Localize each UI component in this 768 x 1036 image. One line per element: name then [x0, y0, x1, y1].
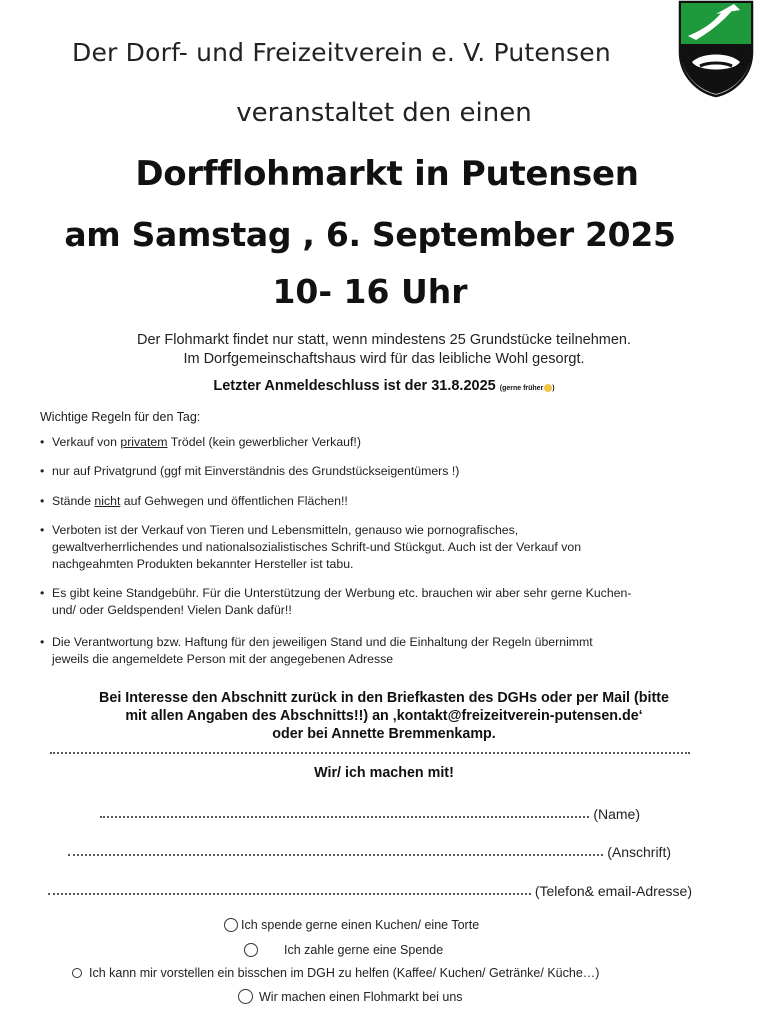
- event-time: 10- 16 Uhr: [272, 272, 468, 311]
- deadline-text: Letzter Anmeldeschluss ist der 31.8.2025: [213, 378, 496, 394]
- info-catering: Im Dorfgemeinschaftshaus wird für das leibliche Wohl gesorgt.: [183, 351, 585, 367]
- bullet: •: [40, 523, 45, 537]
- event-title: Dorfflohmarkt in Putensen: [135, 154, 639, 194]
- cut-line: [50, 752, 690, 754]
- radio-circle-icon[interactable]: [244, 943, 258, 957]
- name-fill-line[interactable]: [100, 816, 589, 818]
- option-donate-money[interactable]: [244, 943, 443, 957]
- bullet: •: [40, 586, 45, 600]
- registration-deadline: [0, 378, 768, 394]
- radio-circle-icon[interactable]: [238, 989, 253, 1004]
- option-donate-cake[interactable]: [224, 918, 479, 932]
- rule-prohibited-goods: • Verboten ist der Verkauf von Tieren und Lebensmitteln, genauso wie pornografisches, gewaltverherrlichendes und nationalsozialistisches Schrift-und Stückgut. Auch ist der Verkauf von nachgeahmten Produkten bekannter Hersteller ist tabu.: [40, 523, 582, 571]
- info-minimum-plots: Der Flohmarkt findet nur statt, wenn mindestens 25 Grundstücke teilnehmen.: [136, 332, 632, 348]
- option-label: Ich spende gerne einen Kuchen/ eine Torte: [241, 918, 480, 932]
- rule-no-fee: • Es gibt keine Standgebühr. Für die Unterstützung der Werbung etc. brauchen wir aber sehr gerne Kuchen- und/ oder Geldspenden! Vielen Dank dafür!!: [40, 586, 632, 617]
- address-field-label: (Anschrift): [607, 844, 671, 860]
- radio-circle-icon[interactable]: [72, 968, 82, 978]
- phone-email-fill-line[interactable]: [48, 893, 531, 895]
- rule-liability: • Die Verantwortung bzw. Haftung für den jeweiligen Stand und die Einhaltung der Regeln übernimmt jeweils die angemeldete Person mit der angegebenen Adresse: [40, 635, 593, 666]
- bullet: •: [40, 494, 45, 508]
- village-crest-icon: [676, 0, 756, 98]
- return-instructions: Bei Interesse den Abschnitt zurück in den Briefkasten des DGHs oder per Mail (bitte mit allen Angaben des Abschnitts!!) an ‚kontakt@freizeitverein-putensen.de‘ oder bei Annette Bremmenkamp.: [99, 690, 669, 742]
- phone-email-field[interactable]: [48, 879, 692, 899]
- organization-title: Der Dorf- und Freizeitverein e. V. Putensen: [72, 38, 611, 67]
- option-label: Ich kann mir vorstellen ein bisschen im DGH zu helfen (Kaffee/ Kuchen/ Getränke/ Küche…): [89, 966, 600, 980]
- address-fill-line[interactable]: [68, 854, 603, 856]
- option-help-dgh[interactable]: [72, 966, 599, 980]
- rule-private-items: • Verkauf von privatem Trödel (kein gewerblicher Verkauf!): [40, 435, 361, 449]
- join-heading: Wir/ ich machen mit!: [314, 765, 454, 781]
- radio-circle-icon[interactable]: [224, 918, 238, 932]
- event-date: am Samstag , 6. September 2025: [64, 215, 676, 254]
- option-label: Ich zahle gerne eine Spende: [284, 943, 444, 957]
- deadline-note: (gerne früher ): [499, 385, 555, 392]
- option-label: Wir machen einen Flohmarkt bei uns: [259, 989, 463, 1004]
- option-host-market[interactable]: [238, 989, 463, 1004]
- bullet: •: [40, 635, 45, 649]
- phone-email-field-label: (Telefon& email-Adresse): [534, 883, 692, 899]
- rule-private-ground: • nur auf Privatgrund (ggf mit Einverständnis des Grundstückseigentümers !): [40, 464, 460, 478]
- bullet: •: [40, 464, 45, 478]
- rule-no-sidewalks: • Stände nicht auf Gehwegen und öffentlichen Flächen!!: [40, 494, 348, 508]
- subtitle: veranstaltet den einen: [236, 98, 532, 128]
- name-field[interactable]: [100, 802, 640, 822]
- rules-heading: Wichtige Regeln für den Tag:: [40, 410, 201, 424]
- name-field-label: (Name): [593, 806, 640, 822]
- address-field[interactable]: [68, 840, 671, 860]
- bullet: •: [40, 435, 45, 449]
